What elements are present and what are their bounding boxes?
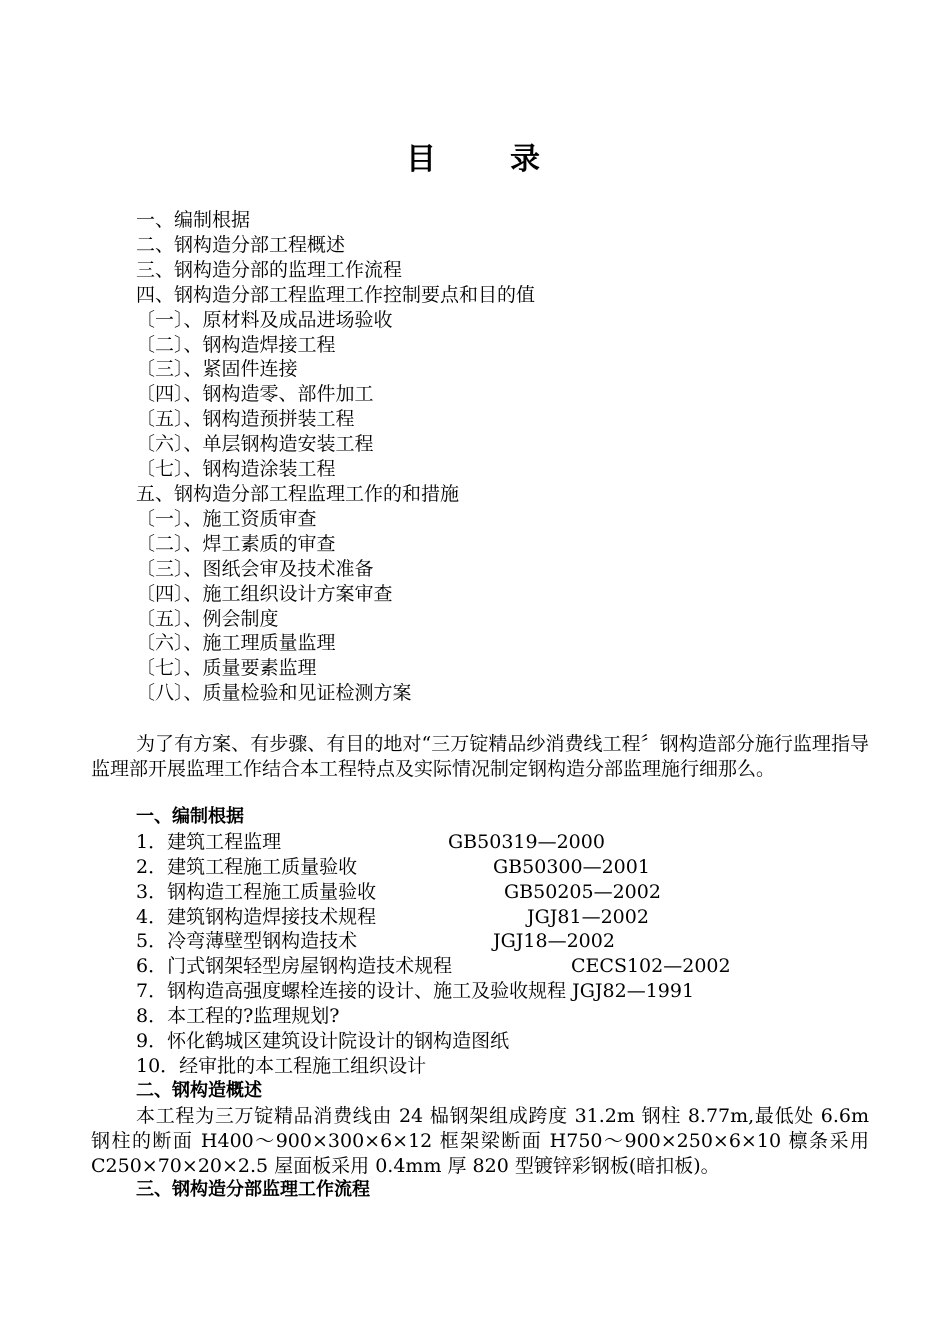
toc-item: 〔六〕、单层钢构造安装工程 <box>136 433 374 456</box>
reference-code: JGJ18—2002 <box>493 930 615 953</box>
toc-item: 〔五〕、例会制度 <box>136 607 279 630</box>
toc-item: 〔七〕、钢构造涂装工程 <box>136 458 336 481</box>
title-char-1: 目 <box>406 142 440 177</box>
toc-item: 一、编制根据 <box>136 209 251 231</box>
toc-item: 〔七〕、质量要素监理 <box>136 657 317 680</box>
reference-name: 5．冷弯薄壁型钢构造技术 <box>136 930 358 953</box>
reference-name: 3．钢构造工程施工质量验收 <box>136 880 377 903</box>
intro-paragraph <box>91 732 869 782</box>
toc-item: 五、钢构造分部工程监理工作的和措施 <box>136 482 460 505</box>
reference-code: GB50319—2000 <box>448 830 605 853</box>
reference-item <box>91 1029 869 1054</box>
document-body <box>91 805 869 1203</box>
section-heading: 二、钢构造概述 <box>136 1079 262 1101</box>
overview-paragraph: 本工程为三万锭精品消费线由 24 榀钢架组成跨度 31.2m 钢柱 8.77m,最低处 6.6m 钢柱的断面 H400～900×300×6×12 框架梁断面 H750～900×250×6×10 檩条采用 C250×70×20×2.5 屋面板采用 0.4mm 厚 820 型镀锌彩钢板(暗扣板)。 <box>91 1104 869 1177</box>
reference-name: 4．建筑钢构造焊接技术规程 <box>136 905 377 928</box>
reference-name: 6．门式钢架轻型房屋钢构造技术规程 <box>136 955 453 978</box>
reference-item <box>91 954 869 979</box>
intro-text: 为了有方案、有步骤、有目的地对“三万锭精品纱消费线工程〞钢构造部分施行监理指导监理部开展监理工作结合本工程特点及实际情况制定钢构造分部监理施行细那么。 <box>91 733 869 780</box>
toc-item: 〔二〕、焊工素质的审查 <box>136 532 336 555</box>
reference-code: GB50205—2002 <box>504 880 661 903</box>
section-heading: 一、编制根据 <box>136 806 244 827</box>
toc-item: 〔六〕、施工理质量监理 <box>136 632 336 655</box>
reference-item <box>91 905 869 930</box>
reference-code: JGJ81—2002 <box>527 905 649 928</box>
toc-item: 〔三〕、图纸会审及技术准备 <box>136 557 374 580</box>
toc-item: 〔五〕、钢构造预拼装工程 <box>136 408 355 431</box>
toc-item: 四、钢构造分部工程监理工作控制要点和目的值 <box>136 283 536 306</box>
reference-item <box>91 979 869 1004</box>
toc-item: 〔四〕、施工组织设计方案审查 <box>136 582 393 605</box>
reference-name: 1．建筑工程监理 <box>136 830 282 853</box>
toc-item: 〔一〕、原材料及成品进场验收 <box>136 308 393 331</box>
toc-item: 〔一〕、施工资质审查 <box>136 507 317 530</box>
toc-item: 〔八〕、质量检验和见证检测方案 <box>136 682 412 705</box>
reference-name: 2．建筑工程施工质量验收 <box>136 855 358 878</box>
reference-code: GB50300—2001 <box>493 855 650 878</box>
page-title <box>0 138 950 182</box>
section-heading: 三、钢构造分部监理工作流程 <box>136 1179 370 1201</box>
reference-code: CECS102—2002 <box>571 955 731 978</box>
reference-name: 8．本工程的?监理规划? <box>136 1005 340 1028</box>
reference-item <box>91 830 869 855</box>
reference-item <box>91 1054 869 1079</box>
reference-name: 10．经审批的本工程施工组织设计 <box>136 1054 427 1077</box>
title-char-2: 录 <box>510 142 544 177</box>
reference-item <box>91 880 869 905</box>
toc-item: 三、钢构造分部的监理工作流程 <box>136 258 403 281</box>
toc-item: 二、钢构造分部工程概述 <box>136 233 346 256</box>
reference-item <box>91 855 869 880</box>
toc-item: 〔二〕、钢构造焊接工程 <box>136 333 336 356</box>
toc-item: 〔四〕、钢构造零、部件加工 <box>136 383 374 406</box>
reference-name: 7．钢构造高强度螺栓连接的设计、施工及验收规程 JGJ82—1991 <box>136 980 695 1003</box>
reference-item <box>91 1004 869 1029</box>
reference-name: 9．怀化鹤城区建筑设计院设计的钢构造图纸 <box>136 1030 510 1053</box>
table-of-contents <box>136 208 876 706</box>
toc-item: 〔三〕、紧固件连接 <box>136 358 298 381</box>
reference-item <box>91 929 869 954</box>
